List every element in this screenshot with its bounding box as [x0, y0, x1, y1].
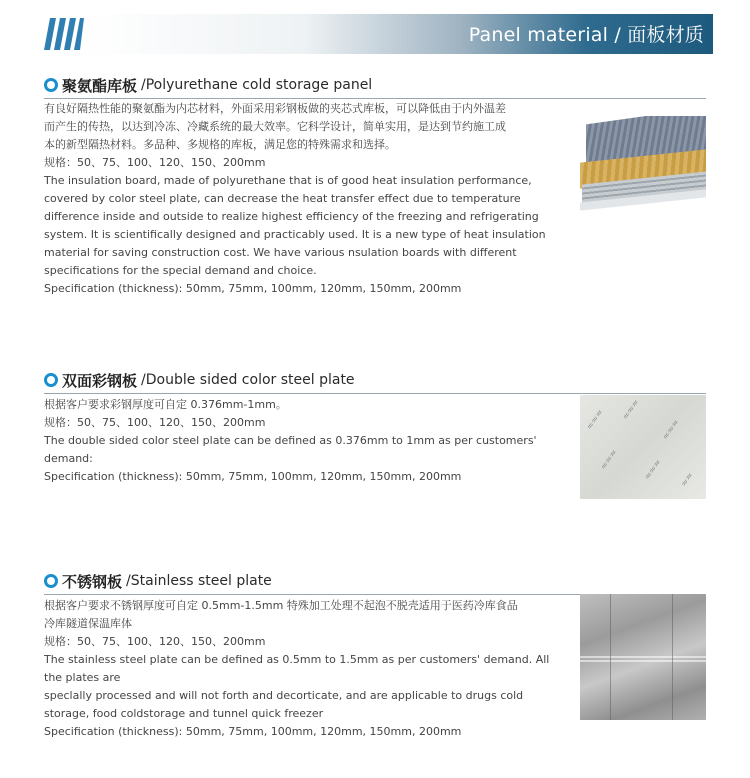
section-body — [44, 396, 537, 486]
page-title: Panel material / 面板材质 — [468, 24, 704, 46]
section-double-sided — [44, 369, 706, 499]
body-line: Specification (thickness): 50mm, 75mm, 100mm, 120mm, 150mm, 200mm — [44, 282, 462, 295]
body-line: storage, food coldstorage and tunnel quick freezer — [44, 707, 324, 720]
body-line: 而产生的传热，以达到冷冻、冷藏系统的最大效率。它科学设计，简单实用，是达到节约施工成 — [44, 120, 506, 133]
section-divider — [44, 393, 706, 394]
body-line: difference inside and outside to realize highest efficiency of the freezing and refrigerating — [44, 210, 539, 223]
body-line: The insulation board, made of polyurethane that is of good heat insulation performance, — [44, 174, 532, 187]
body-line: 本的新型隔热材料。多品种、多规格的库板，满足您的特殊需求和选择。 — [44, 138, 396, 151]
color-steel-plate-image: ≈≈≈ ≈≈≈ ≈≈≈ ≈≈≈ ≈≈≈ ≈≈ — [580, 395, 706, 499]
body-line: 根据客户要求彩钢厚度可自定 0.376mm-1mm。 — [44, 398, 287, 411]
polyurethane-panel-image — [580, 116, 706, 216]
body-line: The stainless steel plate can be defined as 0.5mm to 1.5mm as per customers' demand. All — [44, 653, 550, 666]
section-polyurethane — [44, 74, 706, 304]
decorative-stripes-icon — [44, 18, 84, 50]
section-title-zh: 双面彩钢板 — [62, 371, 138, 390]
body-line: specifications for the special demand and choice. — [44, 264, 317, 277]
section-stainless — [44, 570, 706, 746]
section-divider — [44, 98, 706, 99]
body-line: demand: — [44, 452, 93, 465]
bullet-circle-icon — [44, 78, 58, 92]
section-title-zh: 不锈钢板 — [62, 572, 123, 591]
section-title-en: /Stainless steel plate — [126, 573, 272, 589]
body-line: 冷库隧道保温库体 — [44, 617, 132, 630]
body-line: 有良好隔热性能的聚氨酯为内芯材料，外面采用彩钢板做的夹芯式库板，可以降低由于内外温差 — [44, 102, 506, 115]
body-line: covered by color steel plate, can decrease the heat transfer effect due to temperature — [44, 192, 521, 205]
body-line: material for saving construction cost. We have various nsulation boards with different — [44, 246, 517, 259]
section-title-en: /Polyurethane cold storage panel — [141, 77, 373, 93]
body-line: Specification (thickness): 50mm, 75mm, 100mm, 120mm, 150mm, 200mm — [44, 725, 462, 738]
section-body — [44, 100, 546, 298]
section-title-zh: 聚氨酯库板 — [62, 76, 138, 95]
body-line: 规格：50、75、100、120、150、200mm — [44, 416, 266, 429]
body-line: the plates are — [44, 671, 121, 684]
section-title-en: /Double sided color steel plate — [141, 372, 355, 388]
body-line: speclally processed and will not forth and decorticate, and are applicable to drugs cold — [44, 689, 524, 702]
body-line: 规格：50、75、100、120、150、200mm — [44, 156, 266, 169]
body-line: 规格：50、75、100、120、150、200mm — [44, 635, 266, 648]
section-title — [44, 570, 272, 592]
section-title — [44, 74, 372, 96]
stainless-steel-plate-image — [580, 594, 706, 720]
page-header — [0, 0, 750, 64]
bullet-circle-icon — [44, 373, 58, 387]
section-title — [44, 369, 355, 391]
bullet-circle-icon — [44, 574, 58, 588]
body-line: 根据客户要求不锈钢厚度可自定 0.5mm-1.5mm 特殊加工处理不起泡不脱壳适用于医药冷库食品 — [44, 599, 518, 612]
body-line: system. It is scientifically designed and practicably used. It is a new type of heat insulation — [44, 228, 546, 241]
section-body — [44, 597, 549, 741]
body-line: The double sided color steel plate can be defined as 0.376mm to 1mm as per customers' — [44, 434, 537, 447]
body-line: Specification (thickness): 50mm, 75mm, 100mm, 120mm, 150mm, 200mm — [44, 470, 462, 483]
